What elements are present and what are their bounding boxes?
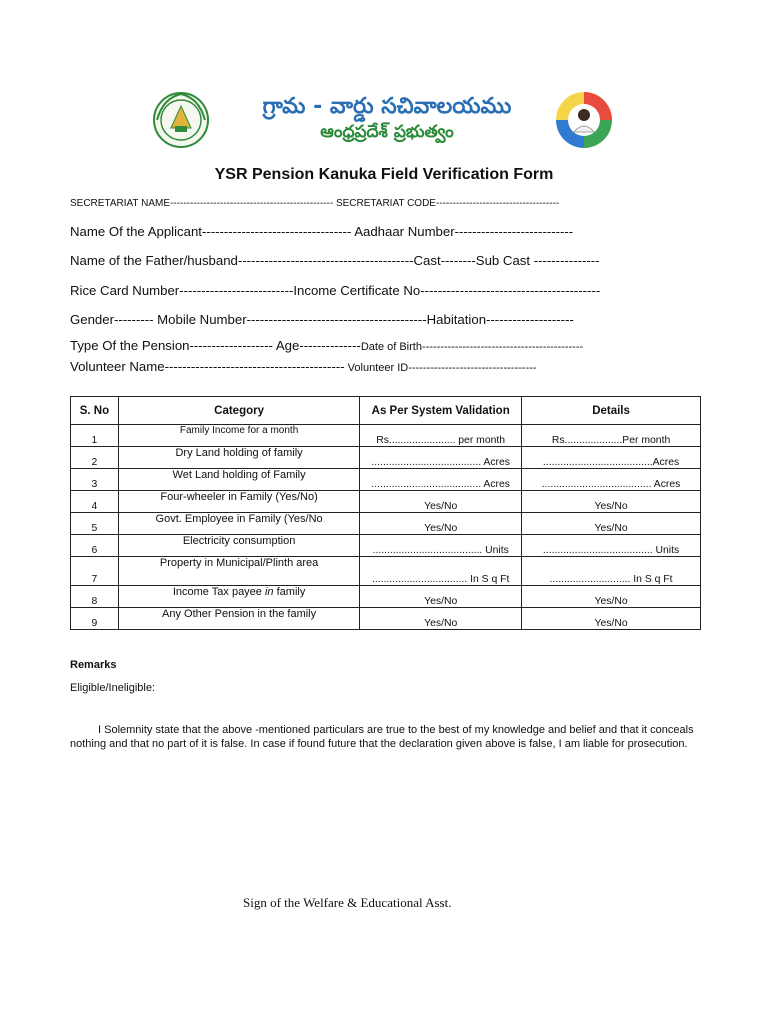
row-category: Property in Municipal/Plinth area (118, 557, 359, 586)
table-row (71, 447, 701, 469)
row-system-value: Yes/No (360, 491, 522, 513)
pension-type-age-text: Type Of the Pension------------------- Age-------------- (70, 338, 361, 353)
row-category: Family Income for a month (118, 425, 359, 447)
table-row (71, 608, 701, 630)
row-category: Any Other Pension in the family (118, 608, 359, 630)
row-category: Four-wheeler in Family (Yes/No) (118, 491, 359, 513)
row-details-value: Yes/No (522, 608, 701, 630)
col-header-details: Details (522, 397, 701, 425)
row-sno: 9 (71, 608, 119, 630)
row-sno: 3 (71, 469, 119, 491)
header (145, 90, 623, 152)
row-sno: 4 (71, 491, 119, 513)
row-sno: 7 (71, 557, 119, 586)
row-system-value: Yes/No (360, 586, 522, 608)
row-system-value: ...................................... Acres (360, 447, 522, 469)
father-husband-line: Name of the Father/husband----------------------------------------Cast--------Sub Cast --------------- (70, 253, 600, 268)
row-category-pre: Income Tax payee (172, 586, 265, 598)
form-title: YSR Pension Kanuka Field Verification Form (214, 166, 554, 183)
row-details-value: Rs....................Per month (522, 425, 701, 447)
row-category: Govt. Employee in Family (Yes/No (118, 513, 359, 535)
table-row (71, 513, 701, 535)
volunteer-id-text: Volunteer ID----------------------------------- (344, 362, 537, 374)
telugu-subheading: ఆంధ్రప్రదేశ్ ప్రభుత్వం (320, 122, 454, 142)
row-sno: 8 (71, 586, 119, 608)
row-system-value: Rs....................... per month (360, 425, 522, 447)
pension-type-line (70, 338, 583, 353)
pension-scheme-logo-icon (547, 90, 621, 150)
table-row (71, 491, 701, 513)
row-details-value: ...................................... Units (522, 535, 701, 557)
row-details-value: ...................................... Acres (522, 469, 701, 491)
row-category: Dry Land holding of family (118, 447, 359, 469)
applicant-line: Name Of the Applicant---------------------------------- Aadhaar Number--------------------------- (70, 224, 574, 239)
row-details-value: ............................ In S q Ft (522, 557, 701, 586)
table-row (71, 557, 701, 586)
table-row (71, 535, 701, 557)
row-system-value: Yes/No (360, 608, 522, 630)
secretariat-line: SECRETARIAT NAME------------------------------------------------- SECRETARIAT CODE------------------------------------- (70, 198, 560, 209)
signature-label: Sign of the Welfare & Educational Asst. (243, 895, 452, 910)
rice-card-line: Rice Card Number--------------------------Income Certificate No----------------------------------------- (70, 283, 601, 298)
row-category-em: in (264, 586, 274, 598)
table-header-row (71, 397, 701, 425)
volunteer-name-text: Volunteer Name----------------------------------------- (70, 359, 345, 374)
eligibility-label: Eligible/Ineligible: (70, 682, 155, 694)
table-row (71, 586, 701, 608)
row-details-value: ......................................Acres (522, 447, 701, 469)
dob-text: Date of Birth-------------------------------------------- (360, 341, 584, 353)
col-header-sno: S. No (71, 397, 119, 425)
table-row (71, 469, 701, 491)
remarks-label: Remarks (70, 659, 117, 671)
row-category: Electricity consumption (118, 535, 359, 557)
row-system-value: ...................................... Acres (360, 469, 522, 491)
volunteer-line (70, 359, 536, 374)
gender-mobile-line: Gender--------- Mobile Number-----------------------------------------Habitation-------------------- (70, 312, 574, 327)
row-system-value: Yes/No (360, 513, 522, 535)
col-header-category: Category (118, 397, 359, 425)
state-emblem-icon (145, 90, 217, 150)
declaration-text: I Solemnity state that the above -mentioned particulars are true to the best of my knowledge and belief and that it conceals nothing and that no part of it is false. In case if found future that the declaration given above is false, I am liable for prosecution. (70, 724, 694, 751)
row-system-value: ................................. In S q Ft (360, 557, 522, 586)
row-system-value: ...................................... Units (360, 535, 522, 557)
row-details-value: Yes/No (522, 513, 701, 535)
row-details-value: Yes/No (522, 586, 701, 608)
row-sno: 5 (71, 513, 119, 535)
row-sno: 6 (71, 535, 119, 557)
row-sno: 2 (71, 447, 119, 469)
row-category (118, 586, 359, 608)
telugu-heading: గ్రామ - వార్డు సచివాలయము (262, 94, 512, 119)
row-category-post: family (273, 586, 306, 598)
row-category: Wet Land holding of Family (118, 469, 359, 491)
row-details-value: Yes/No (522, 491, 701, 513)
verification-table (70, 396, 701, 630)
col-header-system-validation: As Per System Validation (360, 397, 522, 425)
row-sno: 1 (71, 425, 119, 447)
table-row (71, 425, 701, 447)
